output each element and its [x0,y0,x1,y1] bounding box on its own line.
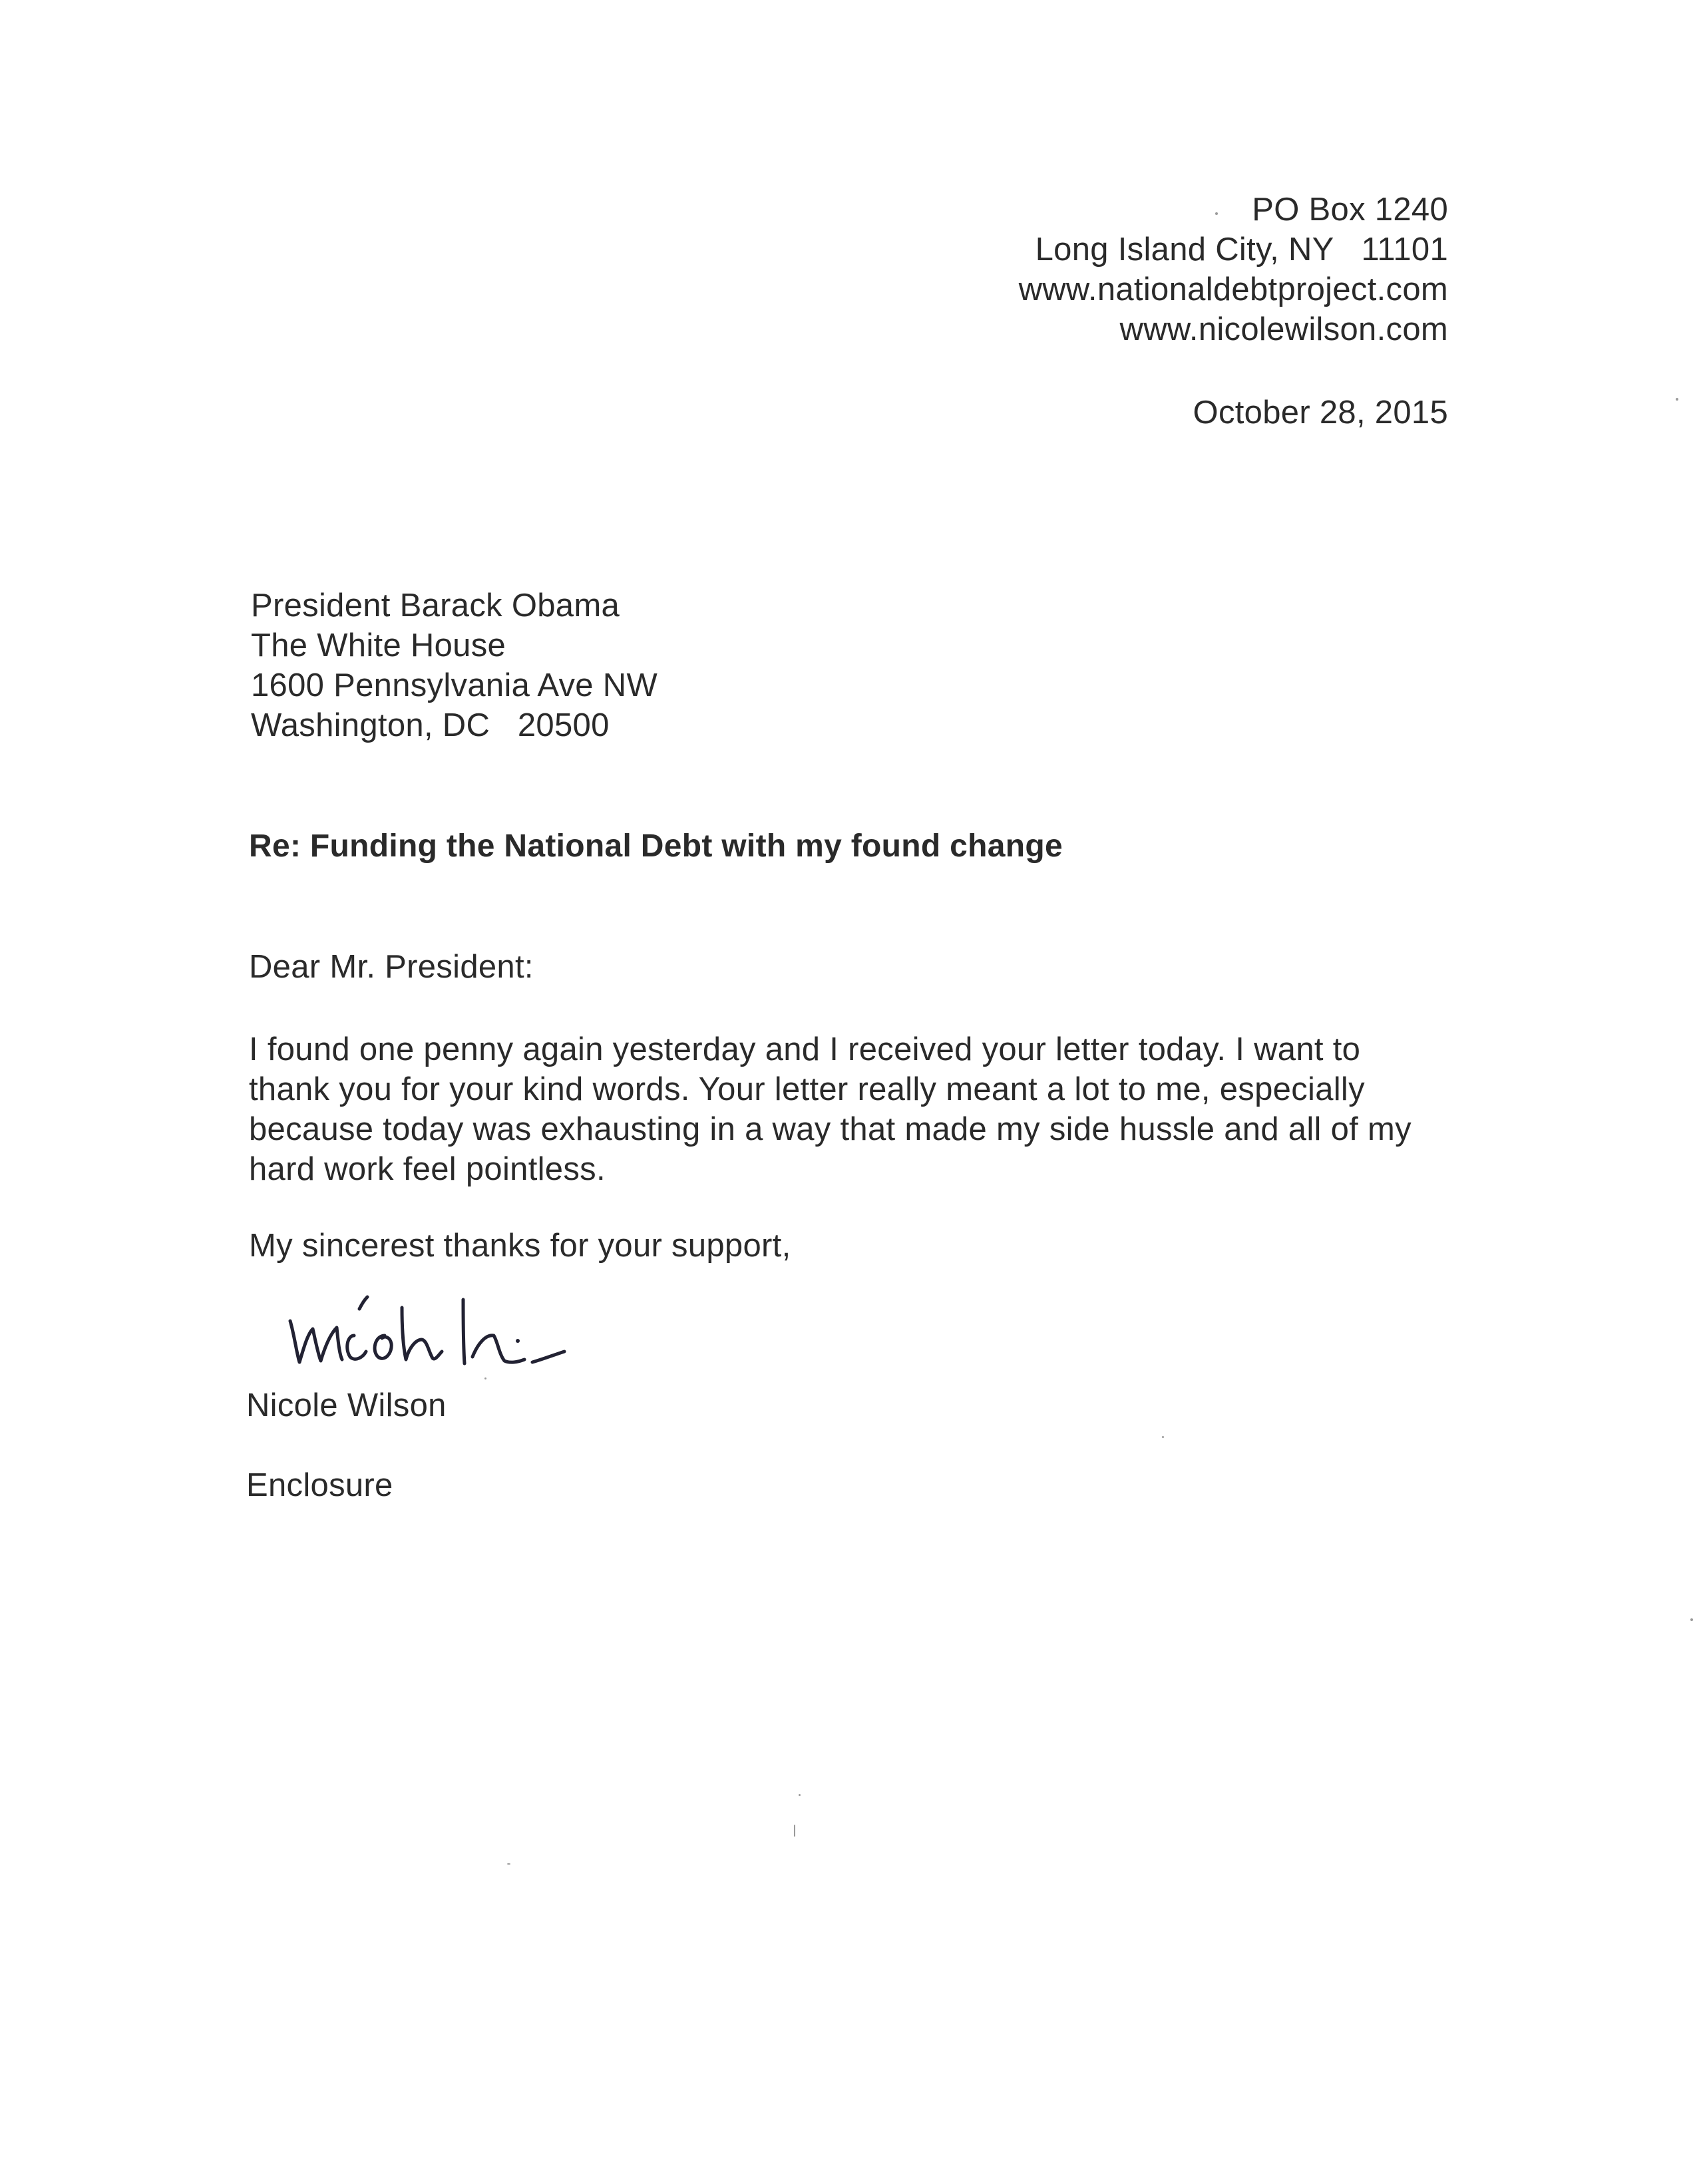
sender-address-line: PO Box 1240 [1252,192,1448,228]
closing-line: My sincerest thanks for your support, [249,1228,791,1264]
body-line: thank you for your kind words. Your letter really meant a lot to me, especially [249,1071,1365,1107]
subject-line: Re: Funding the National Debt with my found change [249,828,1063,864]
letter-date: October 28, 2015 [1193,395,1448,431]
sender-address-line: Long Island City, NY 11101 [1035,232,1448,268]
recipient-line: Washington, DC 20500 [251,707,610,743]
scan-speck [799,1794,801,1796]
recipient-address [251,586,658,745]
scan-speck [1162,1436,1164,1438]
salutation: Dear Mr. President: [249,949,534,985]
enclosure-notation: Enclosure [246,1467,393,1503]
scan-speck [484,1377,486,1379]
scan-speck [794,1825,795,1837]
body-paragraph [249,1029,1447,1189]
sender-website-line: www.nicolewilson.com [1119,311,1448,347]
body-line: hard work feel pointless. [249,1151,606,1187]
scan-speck [1215,212,1218,215]
scan-speck [1690,1618,1693,1621]
sender-website-line: www.nationaldebtproject.com [1018,272,1448,307]
recipient-line: 1600 Pennsylvania Ave NW [251,667,658,703]
scan-speck [507,1863,510,1865]
body-line: because today was exhausting in a way that made my side hussle and all of my [249,1111,1412,1147]
body-line: I found one penny again yesterday and I received your letter today. I want to [249,1031,1361,1067]
recipient-line: The White House [251,628,506,663]
sender-address [1019,190,1448,349]
handwritten-signature [285,1288,631,1374]
scan-speck [1676,398,1678,401]
recipient-line: President Barack Obama [251,588,620,624]
signer-name: Nicole Wilson [246,1387,447,1423]
